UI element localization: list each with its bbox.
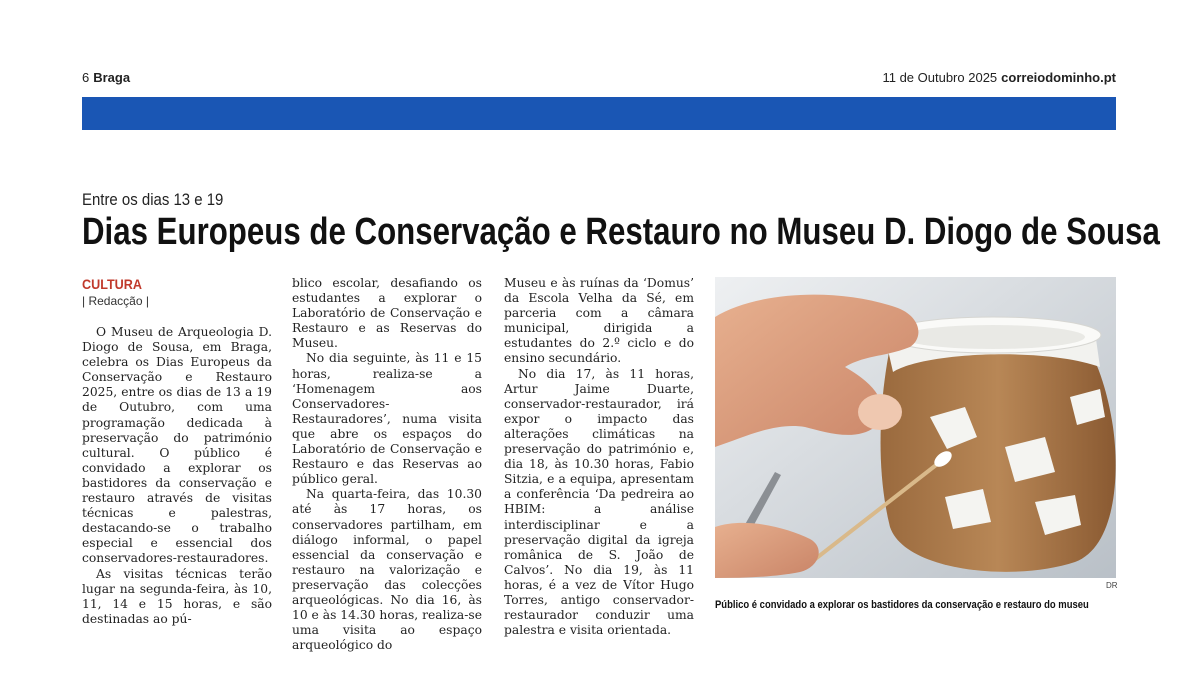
section-name: Braga <box>93 70 131 85</box>
restoration-photo-illustration <box>715 277 1116 578</box>
article-column-3 <box>504 276 694 638</box>
article-photo <box>715 277 1116 578</box>
page-header-right <box>882 70 1116 85</box>
article-byline: | Redacção | <box>82 294 149 308</box>
site-name: correiodominho.pt <box>1001 70 1116 85</box>
article-column-1 <box>82 276 272 627</box>
paragraph: As visitas técnicas terão lugar na segunda-feira, às 10, 11, 14 e 15 horas, e são destinadas ao pú- <box>82 566 272 626</box>
article-kicker: Entre os dias 13 e 19 <box>82 190 224 209</box>
page-number: 6 <box>82 70 90 85</box>
paragraph: blico escolar, desafiando os estudantes a explorar o Laboratório de Conservação e Restauro e as Reservas do Museu. <box>292 276 482 351</box>
paragraph: Na quarta-feira, das 10.30 até às 17 horas, os conservadores partilham, em diálogo informal, o papel essencial da conservação e restauro na valorização e preservação das colecções arqueológicas. No dia 16, às 10 e às 14.30 horas, realiza-se uma visita ao espaço arqueológico do <box>292 487 482 653</box>
paragraph: O Museu de Arqueologia D. Diogo de Sousa, em Braga, celebra os Dias Europeus da Conservação e Restauro 2025, entre os dias de 13 a 19 de Outubro, com uma programação dedicada à preservação do património cultural. O público é convidado a explorar os bastidores da conservação e restauro através de visitas técnicas e palestras, destacando-se o trabalho especial e essencial dos conservadores-restauradores. <box>82 325 272 566</box>
photo-credit: DR <box>1106 581 1118 590</box>
paragraph: No dia seguinte, às 11 e 15 horas, realiza-se a ‘Homenagem aos Conservadores-Restauradores’, numa visita que abre os espaços do Laboratório de Conservação e Restauro e das Reservas ao público geral. <box>292 351 482 487</box>
article-headline: Dias Europeus de Conservação e Restauro no Museu D. Diogo de Sousa <box>82 211 1160 253</box>
page-header-left <box>82 70 130 85</box>
photo-caption: Público é convidado a explorar os bastidores da conservação e restauro do museu <box>715 599 1089 611</box>
paragraph: Museu e às ruínas da ‘Domus’ da Escola Velha da Sé, em parceria com a câmara municipal, dirigida a estudantes do 2.º ciclo e do ensino secundário. <box>504 276 694 366</box>
article-category: CULTURA <box>82 276 142 292</box>
paragraph: No dia 17, às 11 horas, Artur Jaime Duarte, conservador-restaurador, irá expor o impacto das alterações climáticas na preservação do património e, dia 18, às 10.30 horas, Fabio Sitzia, e a equipa, apresentam a conferência ‘Da pedreira ao HBIM: a análise interdisciplinar e a preservação digital da igreja românica de S. João de Calvos’. No dia 19, às 11 horas, é a vez de Vítor Hugo Torres, antigo conservador-restaurador conduzir uma palestra e visita orientada. <box>504 366 694 638</box>
article-column-2 <box>292 276 482 653</box>
issue-date: 11 de Outubro 2025 <box>882 70 998 85</box>
header-band <box>82 97 1116 130</box>
